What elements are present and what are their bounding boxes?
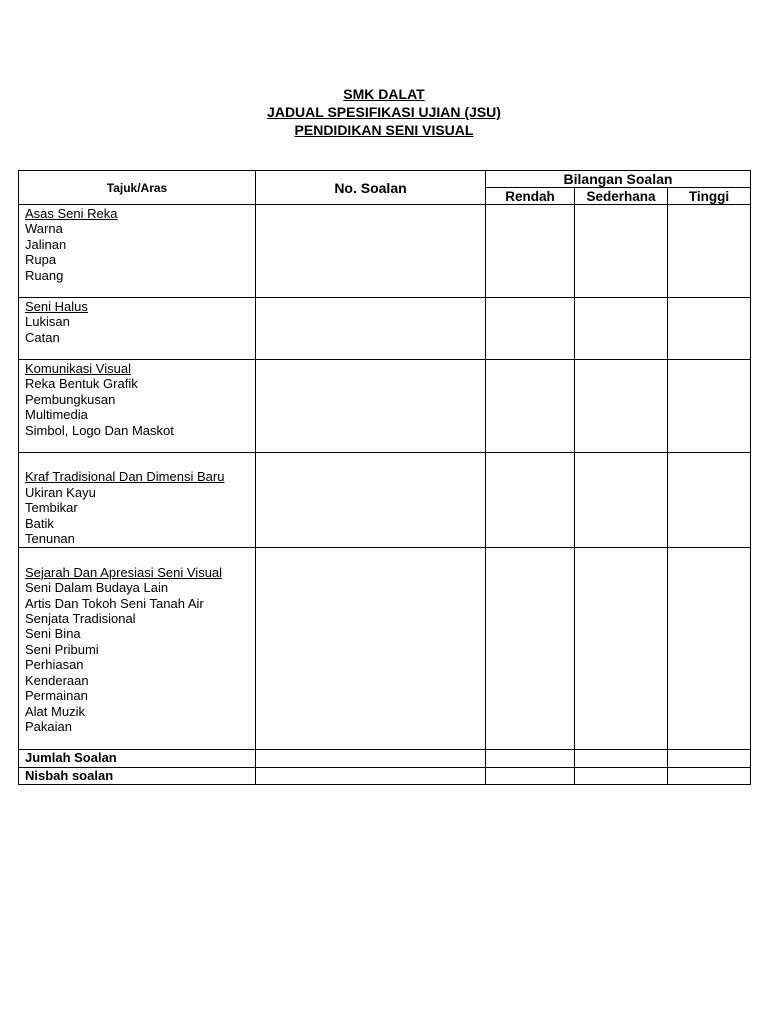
table-row: [19, 298, 751, 360]
section-item: Perhiasan: [25, 657, 84, 673]
document-title: JADUAL SPESIFIKASI UJIAN (JSU): [267, 104, 501, 120]
no-soalan-cell: [256, 548, 486, 750]
section-item: Catan: [25, 329, 60, 345]
section-item: Rupa: [25, 252, 57, 268]
section-item: Pembungkusan: [25, 391, 116, 407]
no-soalan-cell: [256, 298, 486, 360]
sederhana-cell: [575, 360, 668, 453]
tinggi-cell: [668, 298, 751, 360]
tinggi-cell: [668, 360, 751, 453]
section-title: Komunikasi Visual: [25, 361, 131, 376]
tinggi-cell: [668, 768, 751, 785]
sederhana-cell: [575, 548, 668, 750]
document-title-block: [0, 85, 768, 139]
table-row: [19, 750, 751, 768]
no-soalan-cell: [256, 750, 486, 768]
section-item: Kenderaan: [25, 672, 89, 688]
header-no-soalan: No. Soalan: [256, 171, 486, 205]
no-soalan-cell: [256, 205, 486, 298]
no-soalan-cell: [256, 453, 486, 548]
tinggi-cell: [668, 205, 751, 298]
section-cell: [19, 548, 255, 735]
section-item: Reka Bentuk Grafik: [25, 376, 138, 392]
subject-title: PENDIDIKAN SENI VISUAL: [294, 122, 474, 138]
section-cell: [19, 298, 255, 346]
header-sederhana: Sederhana: [575, 188, 668, 205]
section-item: Tembikar: [25, 500, 78, 516]
section-item: Warna: [25, 221, 63, 237]
section-cell: [19, 360, 255, 439]
section-item: Batik: [25, 515, 54, 531]
rendah-cell: [486, 548, 575, 750]
table-row: [19, 548, 751, 750]
header-bilangan-soalan: Bilangan Soalan: [486, 171, 751, 188]
section-item: Ukiran Kayu: [25, 484, 96, 500]
rendah-cell: [486, 750, 575, 768]
section-title: Seni Halus: [25, 299, 88, 314]
section-item: Seni Pribumi: [25, 641, 99, 657]
section-item: Artis Dan Tokoh Seni Tanah Air: [25, 595, 204, 611]
section-title: Asas Seni Reka: [25, 206, 118, 221]
sederhana-cell: [575, 205, 668, 298]
table-row: [19, 205, 751, 298]
section-item: Tenunan: [25, 531, 75, 547]
rendah-cell: [486, 360, 575, 453]
no-soalan-cell: [256, 360, 486, 453]
section-item: Lukisan: [25, 314, 70, 330]
jumlah-soalan-label: Jumlah Soalan: [25, 750, 117, 766]
section-item: Seni Bina: [25, 626, 81, 642]
tinggi-cell: [668, 548, 751, 750]
section-title: Kraf Tradisional Dan Dimensi Baru: [25, 469, 225, 485]
rendah-cell: [486, 453, 575, 548]
section-item: Alat Muzik: [25, 703, 85, 719]
rendah-cell: [486, 205, 575, 298]
jsu-table: [18, 170, 751, 785]
sederhana-cell: [575, 298, 668, 360]
sederhana-cell: [575, 768, 668, 785]
section-item: Jalinan: [25, 236, 67, 252]
header-tinggi: Tinggi: [668, 188, 751, 205]
table-row: [19, 453, 751, 548]
section-item: Permainan: [25, 688, 88, 704]
rendah-cell: [486, 298, 575, 360]
tinggi-cell: [668, 453, 751, 548]
section-item: Ruang: [25, 267, 64, 283]
section-cell: [19, 453, 255, 547]
blank-line: [25, 454, 249, 469]
school-name: SMK DALAT: [343, 86, 425, 102]
section-title: Sejarah Dan Apresiasi Seni Visual: [25, 564, 223, 580]
rendah-cell: [486, 768, 575, 785]
section-cell: [19, 205, 255, 284]
section-item: Seni Dalam Budaya Lain: [25, 580, 169, 596]
sederhana-cell: [575, 453, 668, 548]
section-item: Senjata Tradisional: [25, 611, 136, 627]
blank-line: [25, 549, 249, 564]
header-rendah: Rendah: [486, 188, 575, 205]
section-item: Simbol, Logo Dan Maskot: [25, 422, 174, 438]
section-item: Pakaian: [25, 718, 72, 734]
table-row: [19, 360, 751, 453]
no-soalan-cell: [256, 768, 486, 785]
nisbah-soalan-label: Nisbah soalan: [25, 768, 114, 784]
tinggi-cell: [668, 750, 751, 768]
header-tajuk-aras: Tajuk/Aras: [19, 171, 256, 205]
table-row: [19, 768, 751, 785]
sederhana-cell: [575, 750, 668, 768]
section-item: Multimedia: [25, 407, 88, 423]
